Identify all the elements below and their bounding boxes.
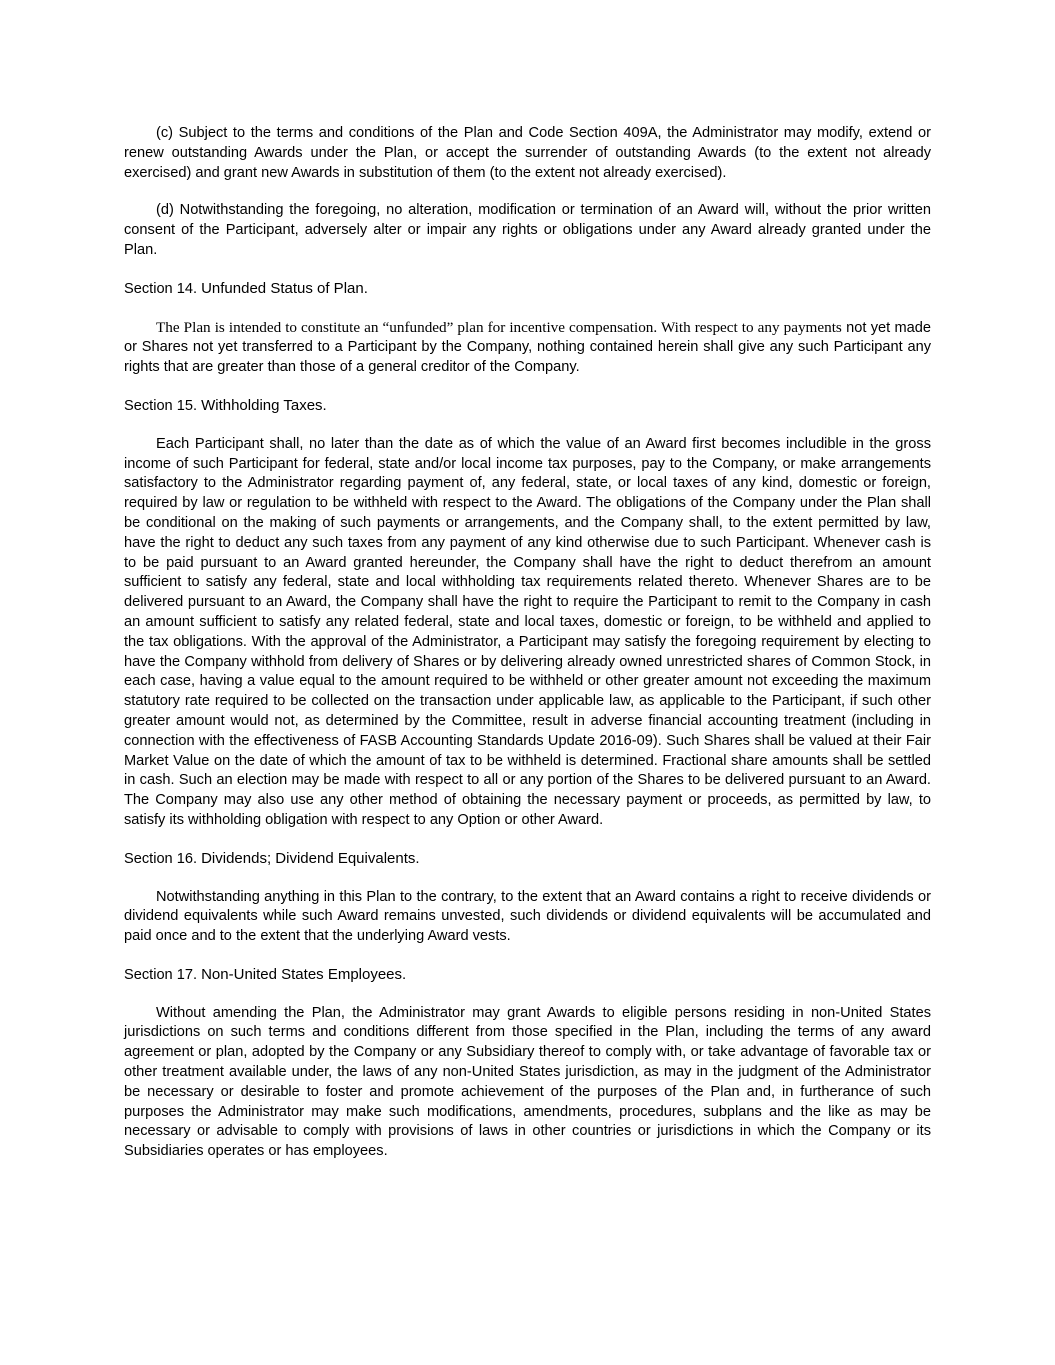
section-number: Section 16.: [124, 850, 198, 867]
section-number: Section 15.: [124, 397, 198, 414]
section-14-text: not yet made or Shares not yet transferred to a Participant by the Company, nothing contained herein shall give any such Participant any rights that are greater than those of a general creditor of the Company.: [124, 319, 931, 376]
section-14-body: [124, 318, 931, 378]
section-15-body: Each Participant shall, no later than the date as of which the value of an Award first becomes includible in the gross income of such Participant for federal, state and/or local income tax purposes, pay to the Company, or make arrangements satisfactory to the Administrator regarding payment of, any federal, state, or local taxes of any kind, domestic or foreign, required by law or regulation to be withheld with respect to the Award. The obligations of the Company under the Plan shall be conditional on the making of such payments or arrangements, and the Company shall, to the extent permitted by law, have the right to deduct any such taxes from any payment of any kind otherwise due to such Participant. Whenever cash is to be paid pursuant to an Award granted hereunder, the Company shall have the right to deduct therefrom an amount sufficient to satisfy any federal, state and local withholding tax requirements related thereto. Whenever Shares are to be delivered pursuant to an Award, the Company shall have the right to require the Participant to remit to the Company in cash an amount sufficient to satisfy any related federal, state and local taxes, domestic or foreign, to be withheld and applied to the tax obligations. With the approval of the Administrator, a Participant may satisfy the foregoing requirement by electing to have the Company withhold from delivery of Shares or by delivering already owned unrestricted shares of Common Stock, in each case, having a value equal to the amount required to be withheld or other greater amount not exceeding the maximum statutory rate required to be collected on the transaction under applicable law, as applicable to the Participant, if such other greater amount would not, as determined by the Committee, result in adverse financial accounting treatment (including in connection with the effectiveness of FASB Accounting Standards Update 2016-09). Such Shares shall be valued at their Fair Market Value on the date of which the amount of tax to be withheld is determined. Fractional share amounts shall be settled in cash. Such an election may be made with respect to all or any portion of the Shares to be delivered pursuant to an Award. The Company may also use any other method of obtaining the necessary payment or proceeds, as permitted by law, to satisfy its withholding obligation with respect to any Option or other Award.: [124, 435, 931, 828]
section-title: Dividends; Dividend Equivalents.: [201, 849, 420, 867]
section-17-body: Without amending the Plan, the Administrator may grant Awards to eligible persons residing in non-United States jurisdictions on such terms and conditions different from those specified in the Plan, including the terms of any award agreement or plan, adopted by the Company or any Subsidiary thereof to comply with, or take advantage of favorable tax or other treatment available under, the laws of any non-United States jurisdiction, as may in the judgment of the Administrator be necessary or desirable to foster and promote achievement of the purposes of the Plan and, in furtherance of such purposes the Administrator may make such modifications, amendments, procedures, subplans and the like as may be necessary or advisable to comply with provisions of laws in other countries or jurisdictions in which the Company or its Subsidiaries operates or has employees.: [124, 1004, 931, 1160]
section-16-heading: [124, 849, 931, 870]
section-14-heading: [124, 279, 931, 300]
paragraph-13d: (d) Notwithstanding the foregoing, no alteration, modification or termination of an Award will, without the prior written consent of the Participant, adversely alter or impair any rights or obligations under any Award already granted under the Plan.: [124, 202, 931, 258]
section-title: Non-United States Employees.: [201, 965, 407, 983]
section-17-heading: [124, 965, 931, 986]
section-title: Withholding Taxes.: [201, 396, 327, 414]
section-14-lead: The Plan is intended to constitute an “unfunded” plan for incentive compensation. With respect to any payments: [156, 318, 842, 336]
document-page: [124, 124, 931, 1180]
section-15-heading: [124, 396, 931, 417]
paragraph-13c: (c) Subject to the terms and conditions of the Plan and Code Section 409A, the Administrator may modify, extend or renew outstanding Awards under the Plan, or accept the surrender of outstanding Awards (to the extent not already exercised) and grant new Awards in substitution of them (to the extent not already exercised).: [124, 125, 931, 181]
section-number: Section 17.: [124, 966, 198, 983]
section-16-body: Notwithstanding anything in this Plan to the contrary, to the extent that an Award contains a right to receive dividends or dividend equivalents while such Award remains unvested, such dividends or dividend equivalents will be accumulated and paid once and to the extent that the underlying Award vests.: [124, 888, 931, 945]
section-title: Unfunded Status of Plan.: [201, 279, 368, 297]
section-number: Section 14.: [124, 280, 198, 297]
